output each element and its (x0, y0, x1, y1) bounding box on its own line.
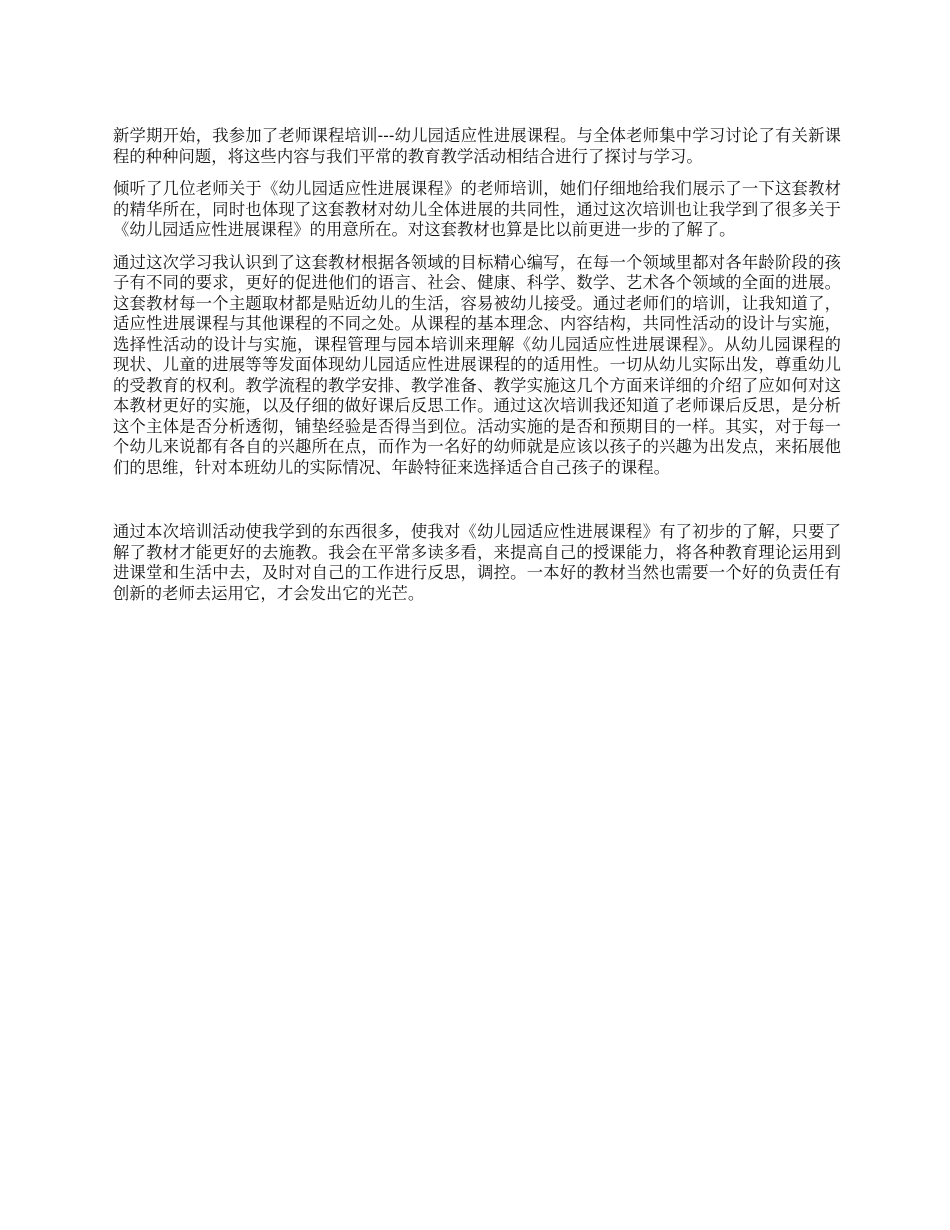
paragraph-intro: 新学期开始，我参加了老师课程培训---幼儿园适应性进展课程。与全体老师集中学习讨论了有关新课程的种种问题，将这些内容与我们平常的教育教学活动相结合进行了探讨与学习。 (113, 126, 841, 166)
paragraph-training-listen: 倾听了几位老师关于《幼儿园适应性进展课程》的老师培训，她们仔细地给我们展示了一下这套教材的精华所在，同时也体现了这套教材对幼儿全体进展的共同性，通过这次培训也让我学到了很多关于《幼儿园适应性进展课程》的用意所在。对这套教材也算是比以前更进一步的了解了。 (113, 179, 841, 239)
document-page (113, 126, 841, 616)
paragraph-learning-insights: 通过这次学习我认识到了这套教材根据各领域的目标精心编写，在每一个领域里都对各年龄阶段的孩子有不同的要求，更好的促进他们的语言、社会、健康、科学、数学、艺术各个领域的全面的进展。这套教材每一个主题取材都是贴近幼儿的生活，容易被幼儿接受。通过老师们的培训，让我知道了，适应性进展课程与其他课程的不同之处。从课程的基本理念、内容结构，共同性活动的设计与实施，选择性活动的设计与实施，课程管理与园本培训来理解《幼儿园适应性进展课程》。从幼儿园课程的现状、儿童的进展等等发面体现幼儿园适应性进展课程的的适用性。一切从幼儿实际出发，尊重幼儿的受教育的权利。教学流程的教学安排、教学准备、教学实施这几个方面来详细的介绍了应如何对这本教材更好的实施，以及仔细的做好课后反思工作。通过这次培训我还知道了老师课后反思，是分析这个主体是否分析透彻，铺垫经验是否得当到位。活动实施的是否和预期目的一样。其实，对于每一个幼儿来说都有各自的兴趣所在点，而作为一名好的幼师就是应该以孩子的兴趣为出发点，来拓展他们的思维，针对本班幼儿的实际情况、年龄特征来选择适合自己孩子的课程。 (113, 252, 841, 477)
paragraph-conclusion: 通过本次培训活动使我学到的东西很多，使我对《幼儿园适应性进展课程》有了初步的了解，只要了解了教材才能更好的去施教。我会在平常多读多看，来提高自己的授课能力，将各种教育理论运用到进课堂和生活中去，及时对自己的工作进行反思，调控。一本好的教材当然也需要一个好的负责任有创新的老师去运用它，才会发出它的光芒。 (113, 522, 841, 603)
